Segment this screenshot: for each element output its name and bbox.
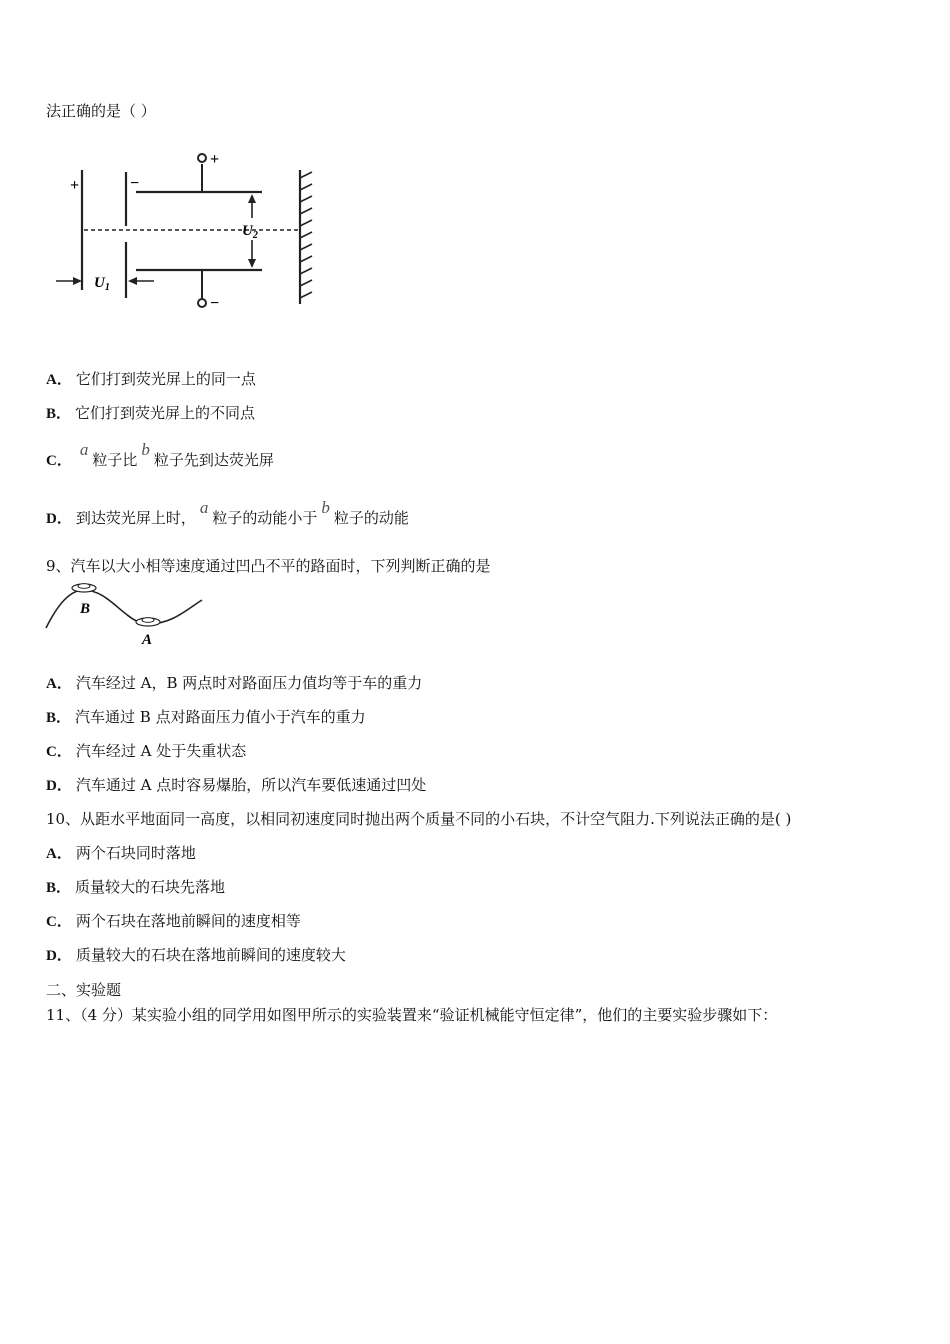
q8-stem-tail: 法正确的是（ ）: [46, 102, 156, 120]
q10-option-b: B． 质量较大的石块先落地: [46, 878, 226, 896]
plus-left-sign: +: [70, 177, 80, 194]
label-b: B: [80, 601, 91, 617]
q10-stem: 10、从距水平地面同一高度，以相同初速度同时抛出两个质量不同的小石块，不计空气阻力.下列说法正确的是( ): [46, 810, 792, 828]
q9-option-d: D． 汽车通过 A 点时容易爆胎，所以汽车要低速通过凹处: [46, 776, 427, 794]
q8-option-b: B． 它们打到荧光屏上的不同点: [46, 404, 256, 422]
u2-label: $U_2$: [242, 223, 258, 241]
q10-option-a: A． 两个石块同时落地: [46, 844, 196, 862]
q9-option-c: C． 汽车经过 A 处于失重状态: [46, 742, 247, 760]
plus-top-sign: +: [210, 151, 220, 168]
car-a-icon: [136, 618, 160, 626]
section-title: 二、实验题: [46, 981, 122, 999]
q8-option-a: A． 它们打到荧光屏上的同一点: [46, 370, 256, 388]
minus-plate-sign: −: [130, 175, 140, 192]
q8-figure: [44, 140, 324, 340]
q8-option-d: D． 到达荧光屏上时，a粒子的动能小于b粒子的动能: [46, 498, 409, 527]
q10-option-d: D． 质量较大的石块在落地前瞬间的速度较大: [46, 946, 346, 964]
q10-option-c: C． 两个石块在落地前瞬间的速度相等: [46, 912, 301, 930]
car-b-icon: [72, 584, 96, 592]
minus-bottom-sign: −: [210, 295, 220, 312]
road-curve: [46, 590, 202, 628]
label-a: A: [142, 632, 153, 648]
q9-option-a: A． 汽车经过 A，B 两点时对路面压力值均等于车的重力: [46, 674, 423, 692]
q9-road-figure: [44, 582, 206, 648]
q8-option-c: C．a粒子比b粒子先到达荧光屏: [46, 440, 274, 469]
u1-label: $U_1$: [94, 275, 110, 293]
q11-stem: 11、（4 分）某实验小组的同学用如图甲所示的实验装置来“验证机械能守恒定律”，他们的主要实验步骤如下：: [46, 1006, 778, 1024]
q9-stem: 9、汽车以大小相等速度通过凹凸不平的路面时，下列判断正确的是: [46, 557, 491, 575]
q9-option-b: B． 汽车通过 B 点对路面压力值小于汽车的重力: [46, 708, 366, 726]
